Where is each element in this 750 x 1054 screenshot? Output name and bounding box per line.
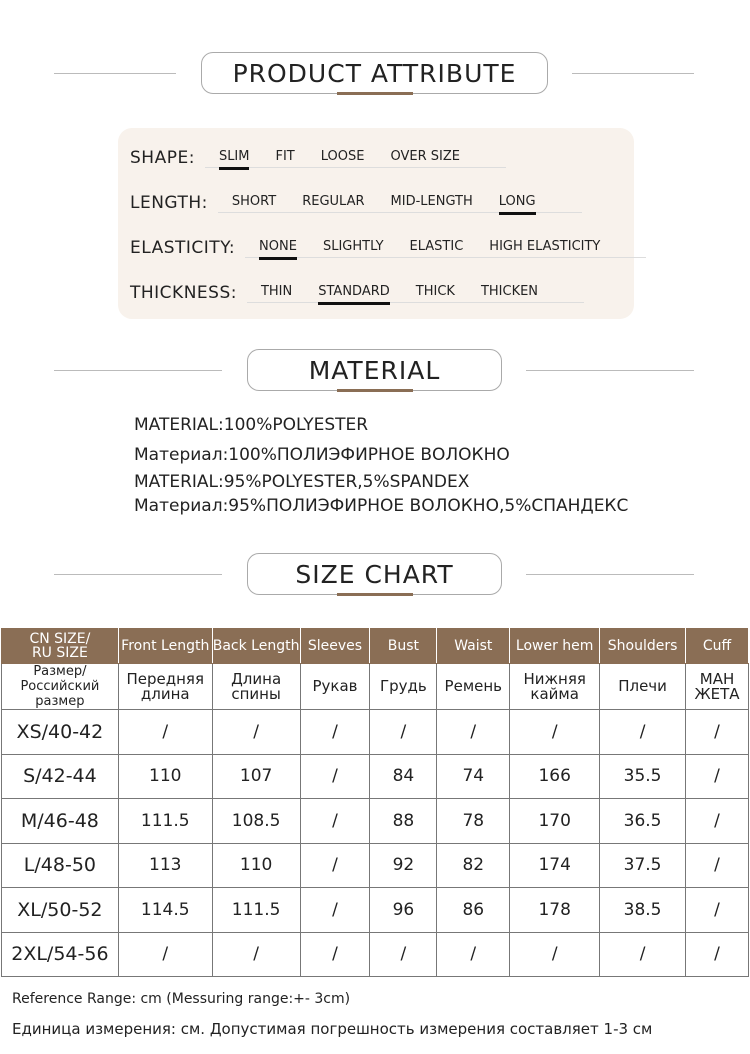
column-header-ru: Размер/ Российский размер (2, 664, 119, 710)
table-cell: L/48-50 (2, 843, 119, 888)
attribute-option: SLIGHTLY (322, 239, 384, 254)
table-cell: / (300, 710, 370, 755)
section-title-text: MATERIAL (308, 355, 441, 385)
column-header: Lower hem (510, 629, 600, 664)
attribute-option: THIN (260, 284, 293, 299)
material-line (134, 472, 469, 492)
table-row (2, 754, 749, 799)
table-row (2, 710, 749, 755)
attribute-row (130, 273, 584, 303)
table-cell: 111.5 (212, 888, 300, 933)
table-cell: 178 (510, 888, 600, 933)
table-cell: / (300, 843, 370, 888)
table-cell: 110 (118, 754, 212, 799)
material-value: 100%POLYESTER (223, 415, 369, 435)
table-cell: / (600, 932, 686, 977)
column-header: Sleeves (300, 629, 370, 664)
divider (526, 574, 694, 575)
section-title-attribute (201, 52, 548, 94)
attribute-label: THICKNESS: (130, 283, 237, 303)
attribute-option: ELASTIC (409, 239, 464, 254)
section-title-text: SIZE CHART (295, 559, 454, 589)
table-row (2, 843, 749, 888)
attribute-option: MID-LENGTH (390, 194, 473, 209)
table-row (2, 932, 749, 977)
table-cell: 96 (370, 888, 437, 933)
size-chart-table (1, 628, 749, 977)
title-underline (337, 389, 413, 392)
table-cell: / (510, 932, 600, 977)
table-cell: / (370, 710, 437, 755)
attribute-options (218, 194, 582, 213)
table-cell: 84 (370, 754, 437, 799)
section-title-size-chart (247, 553, 502, 595)
table-cell: / (686, 888, 749, 933)
attribute-option: FIT (275, 149, 295, 164)
table-cell: 170 (510, 799, 600, 844)
attribute-option: OVER SIZE (390, 149, 460, 164)
table-row (2, 799, 749, 844)
table-row (2, 888, 749, 933)
table-cell: 110 (212, 843, 300, 888)
table-cell: 174 (510, 843, 600, 888)
table-cell: / (118, 932, 212, 977)
table-cell: 107 (212, 754, 300, 799)
attribute-option-selected: SLIM (218, 149, 250, 164)
table-cell: 38.5 (600, 888, 686, 933)
attribute-option: LOOSE (320, 149, 365, 164)
table-cell: / (686, 710, 749, 755)
table-cell: 82 (437, 843, 510, 888)
divider (54, 73, 176, 74)
column-header: Bust (370, 629, 437, 664)
table-cell: S/42-44 (2, 754, 119, 799)
table-cell: / (212, 932, 300, 977)
table-cell: 74 (437, 754, 510, 799)
attribute-option: HIGH ELASTICITY (489, 239, 601, 254)
table-cell: 111.5 (118, 799, 212, 844)
column-header-ru: Передняя длина (118, 664, 212, 710)
attribute-option-selected: NONE (259, 239, 297, 254)
table-header-row (2, 629, 749, 664)
attribute-option-selected: STANDARD (318, 284, 390, 299)
table-cell: / (370, 932, 437, 977)
attribute-option: SHORT (231, 194, 277, 209)
column-header-ru: Грудь (370, 664, 437, 710)
table-cell: 36.5 (600, 799, 686, 844)
attribute-option: THICK (415, 284, 455, 299)
divider (54, 574, 222, 575)
attribute-option: THICKEN (480, 284, 539, 299)
table-cell: / (510, 710, 600, 755)
attribute-label: ELASTICITY: (130, 238, 236, 258)
divider (54, 370, 222, 371)
column-header: Front Length (118, 629, 212, 664)
section-title-text: PRODUCT ATTRIBUTE (232, 58, 517, 88)
attribute-option-selected: LONG (498, 194, 536, 209)
table-cell: / (686, 843, 749, 888)
material-label: Материал: (134, 445, 229, 465)
table-cell: 114.5 (118, 888, 212, 933)
column-header: Cuff (686, 629, 749, 664)
divider (526, 370, 694, 371)
table-cell: 37.5 (600, 843, 686, 888)
table-cell: / (437, 932, 510, 977)
attribute-options (205, 149, 506, 168)
column-header-ru: МАН ЖЕТА (686, 664, 749, 710)
column-header: Shoulders (600, 629, 686, 664)
attribute-option: REGULAR (302, 194, 365, 209)
material-line (134, 415, 368, 435)
table-cell: / (212, 710, 300, 755)
material-line (134, 496, 628, 516)
table-cell: 166 (510, 754, 600, 799)
attribute-row (130, 138, 506, 168)
table-cell: / (300, 754, 370, 799)
table-header-ru-row (2, 664, 749, 710)
attribute-panel (118, 128, 634, 319)
column-header-ru: Рукав (300, 664, 370, 710)
section-title-material (247, 349, 502, 391)
reference-note-ru: Единица измерения: см. Допустимая погрешность измерения составляет 1-3 см (12, 1020, 653, 1038)
table-cell: / (437, 710, 510, 755)
table-cell: / (600, 710, 686, 755)
title-underline (337, 92, 413, 95)
column-header: CN SIZE/ RU SIZE (2, 629, 119, 664)
table-cell: / (118, 710, 212, 755)
divider (572, 73, 694, 74)
table-cell: M/46-48 (2, 799, 119, 844)
column-header-ru: Нижняя кайма (510, 664, 600, 710)
table-cell: / (300, 799, 370, 844)
material-label: MATERIAL: (134, 472, 224, 492)
material-value: 95%POLYESTER,5%SPANDEX (223, 472, 470, 492)
column-header-ru: Длина спины (212, 664, 300, 710)
table-cell: / (300, 932, 370, 977)
table-cell: / (300, 888, 370, 933)
table-cell: 86 (437, 888, 510, 933)
attribute-row (130, 228, 646, 258)
column-header-ru: Плечи (600, 664, 686, 710)
material-line (134, 445, 510, 465)
table-cell: / (686, 799, 749, 844)
reference-note: Reference Range: cm (Messuring range:+- 3cm) (12, 991, 351, 1007)
table-cell: 88 (370, 799, 437, 844)
attribute-row (130, 183, 582, 213)
column-header-ru: Ремень (437, 664, 510, 710)
material-value: 100%ПОЛИЭФИРНОЕ ВОЛОКНО (228, 445, 510, 465)
table-cell: / (686, 932, 749, 977)
attribute-label: SHAPE: (130, 148, 195, 168)
column-header: Waist (437, 629, 510, 664)
material-label: Материал: (134, 496, 229, 516)
attribute-options (247, 284, 584, 303)
material-value: 95%ПОЛИЭФИРНОЕ ВОЛОКНО,5%СПАНДЕКС (228, 496, 629, 516)
table-cell: 113 (118, 843, 212, 888)
table-cell: XL/50-52 (2, 888, 119, 933)
table-cell: 92 (370, 843, 437, 888)
attribute-label: LENGTH: (130, 193, 208, 213)
table-cell: / (686, 754, 749, 799)
attribute-options (245, 239, 646, 258)
table-cell: 2XL/54-56 (2, 932, 119, 977)
table-cell: XS/40-42 (2, 710, 119, 755)
title-underline (337, 593, 413, 596)
table-cell: 108.5 (212, 799, 300, 844)
table-cell: 78 (437, 799, 510, 844)
material-label: MATERIAL: (134, 415, 224, 435)
column-header: Back Length (212, 629, 300, 664)
table-cell: 35.5 (600, 754, 686, 799)
